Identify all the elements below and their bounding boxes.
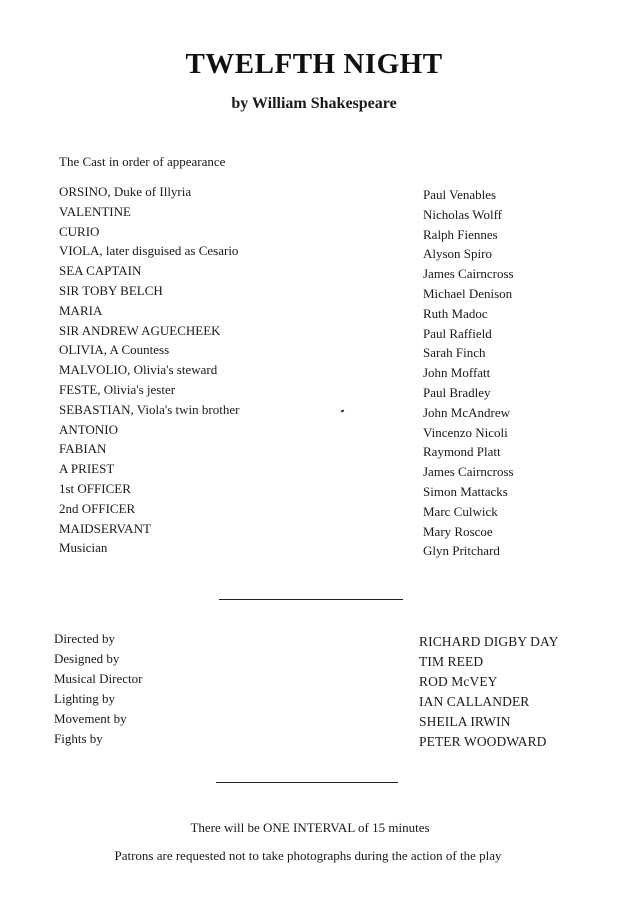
crew-name: TIM REED xyxy=(419,654,484,669)
crew-role: Musical Director xyxy=(54,671,143,686)
cast-role: SIR ANDREW AGUECHEEK xyxy=(59,322,221,338)
cast-role: SEBASTIAN, Viola's twin brother xyxy=(59,401,240,417)
crew-name: IAN CALLANDER xyxy=(419,694,530,709)
cast-actor: Paul Venables xyxy=(423,187,497,202)
cast-actor: James Cairncross xyxy=(423,464,514,480)
cast-actor: Sarah Finch xyxy=(423,345,486,361)
cast-actor: Paul Raffield xyxy=(423,325,492,341)
cast-role: VALENTINE xyxy=(59,203,131,219)
cast-actor: Ruth Madoc xyxy=(423,305,488,321)
crew-role: Directed by xyxy=(54,631,116,646)
crew-role: Fights by xyxy=(54,731,103,746)
cast-actor: Michael Denison xyxy=(423,285,513,301)
cast-role: FESTE, Olivia's jester xyxy=(59,381,176,397)
cast-actor: Raymond Platt xyxy=(423,444,501,460)
photography-notice: Patrons are requested not to take photographs during the action of the play xyxy=(114,848,502,863)
cast-actor: John McAndrew xyxy=(423,404,511,420)
cast-role: SEA CAPTAIN xyxy=(59,263,142,279)
cast-role: Musician xyxy=(59,540,108,556)
cast-role: 1st OFFICER xyxy=(59,480,131,496)
crew-name: RICHARD DIGBY DAY xyxy=(419,634,559,649)
cast-roles-column xyxy=(59,182,379,558)
cast-role: OLIVIA, A Countess xyxy=(59,342,170,358)
crew-name: PETER WOODWARD xyxy=(419,734,547,749)
crew-role: Designed by xyxy=(54,651,120,666)
cast-role: MALVOLIO, Olivia's steward xyxy=(59,362,218,378)
crew-name: ROD McVEY xyxy=(419,674,498,689)
divider xyxy=(216,782,398,783)
cast-actor: John Moffatt xyxy=(423,365,491,381)
crew-name: SHEILA IRWIN xyxy=(419,714,511,729)
cast-actor: Vincenzo Nicoli xyxy=(423,424,508,440)
cast-actor: Mary Roscoe xyxy=(423,523,493,539)
cast-role: SIR TOBY BELCH xyxy=(59,282,163,298)
cast-actor: Marc Culwick xyxy=(423,503,498,519)
page-title: TWELFTH NIGHT xyxy=(185,48,443,80)
cast-actor: Simon Mattacks xyxy=(423,483,508,499)
cast-actor: James Cairncross xyxy=(423,266,514,282)
author-byline: by William Shakespeare xyxy=(231,95,397,112)
interval-notice: There will be ONE INTERVAL of 15 minutes xyxy=(190,820,430,835)
cast-role: FABIAN xyxy=(59,441,107,457)
cast-role: A PRIEST xyxy=(59,461,115,477)
cast-role: CURIO xyxy=(59,223,100,239)
cast-role: ORSINO, Duke of Illyria xyxy=(59,184,192,199)
cast-heading: The Cast in order of appearance xyxy=(59,154,226,169)
cast-actor: Nicholas Wolff xyxy=(423,206,502,222)
crew-names-column xyxy=(419,632,624,752)
cast-actor: Alyson Spiro xyxy=(423,246,492,262)
cast-role: MARIA xyxy=(59,302,103,318)
crew-role: Movement by xyxy=(54,711,127,726)
cast-role: VIOLA, later disguised as Cesario xyxy=(59,243,239,259)
cast-actor: Glyn Pritchard xyxy=(423,543,500,559)
cast-actor: Paul Bradley xyxy=(423,384,491,400)
cast-role: 2nd OFFICER xyxy=(59,500,136,516)
cast-role: MAIDSERVANT xyxy=(59,520,151,536)
divider xyxy=(219,599,403,600)
cast-actors-column xyxy=(423,185,623,561)
crew-roles-column xyxy=(54,629,304,749)
cast-role: ANTONIO xyxy=(59,421,118,437)
cast-actor: Ralph Fiennes xyxy=(423,226,498,242)
crew-role: Lighting by xyxy=(54,691,116,706)
